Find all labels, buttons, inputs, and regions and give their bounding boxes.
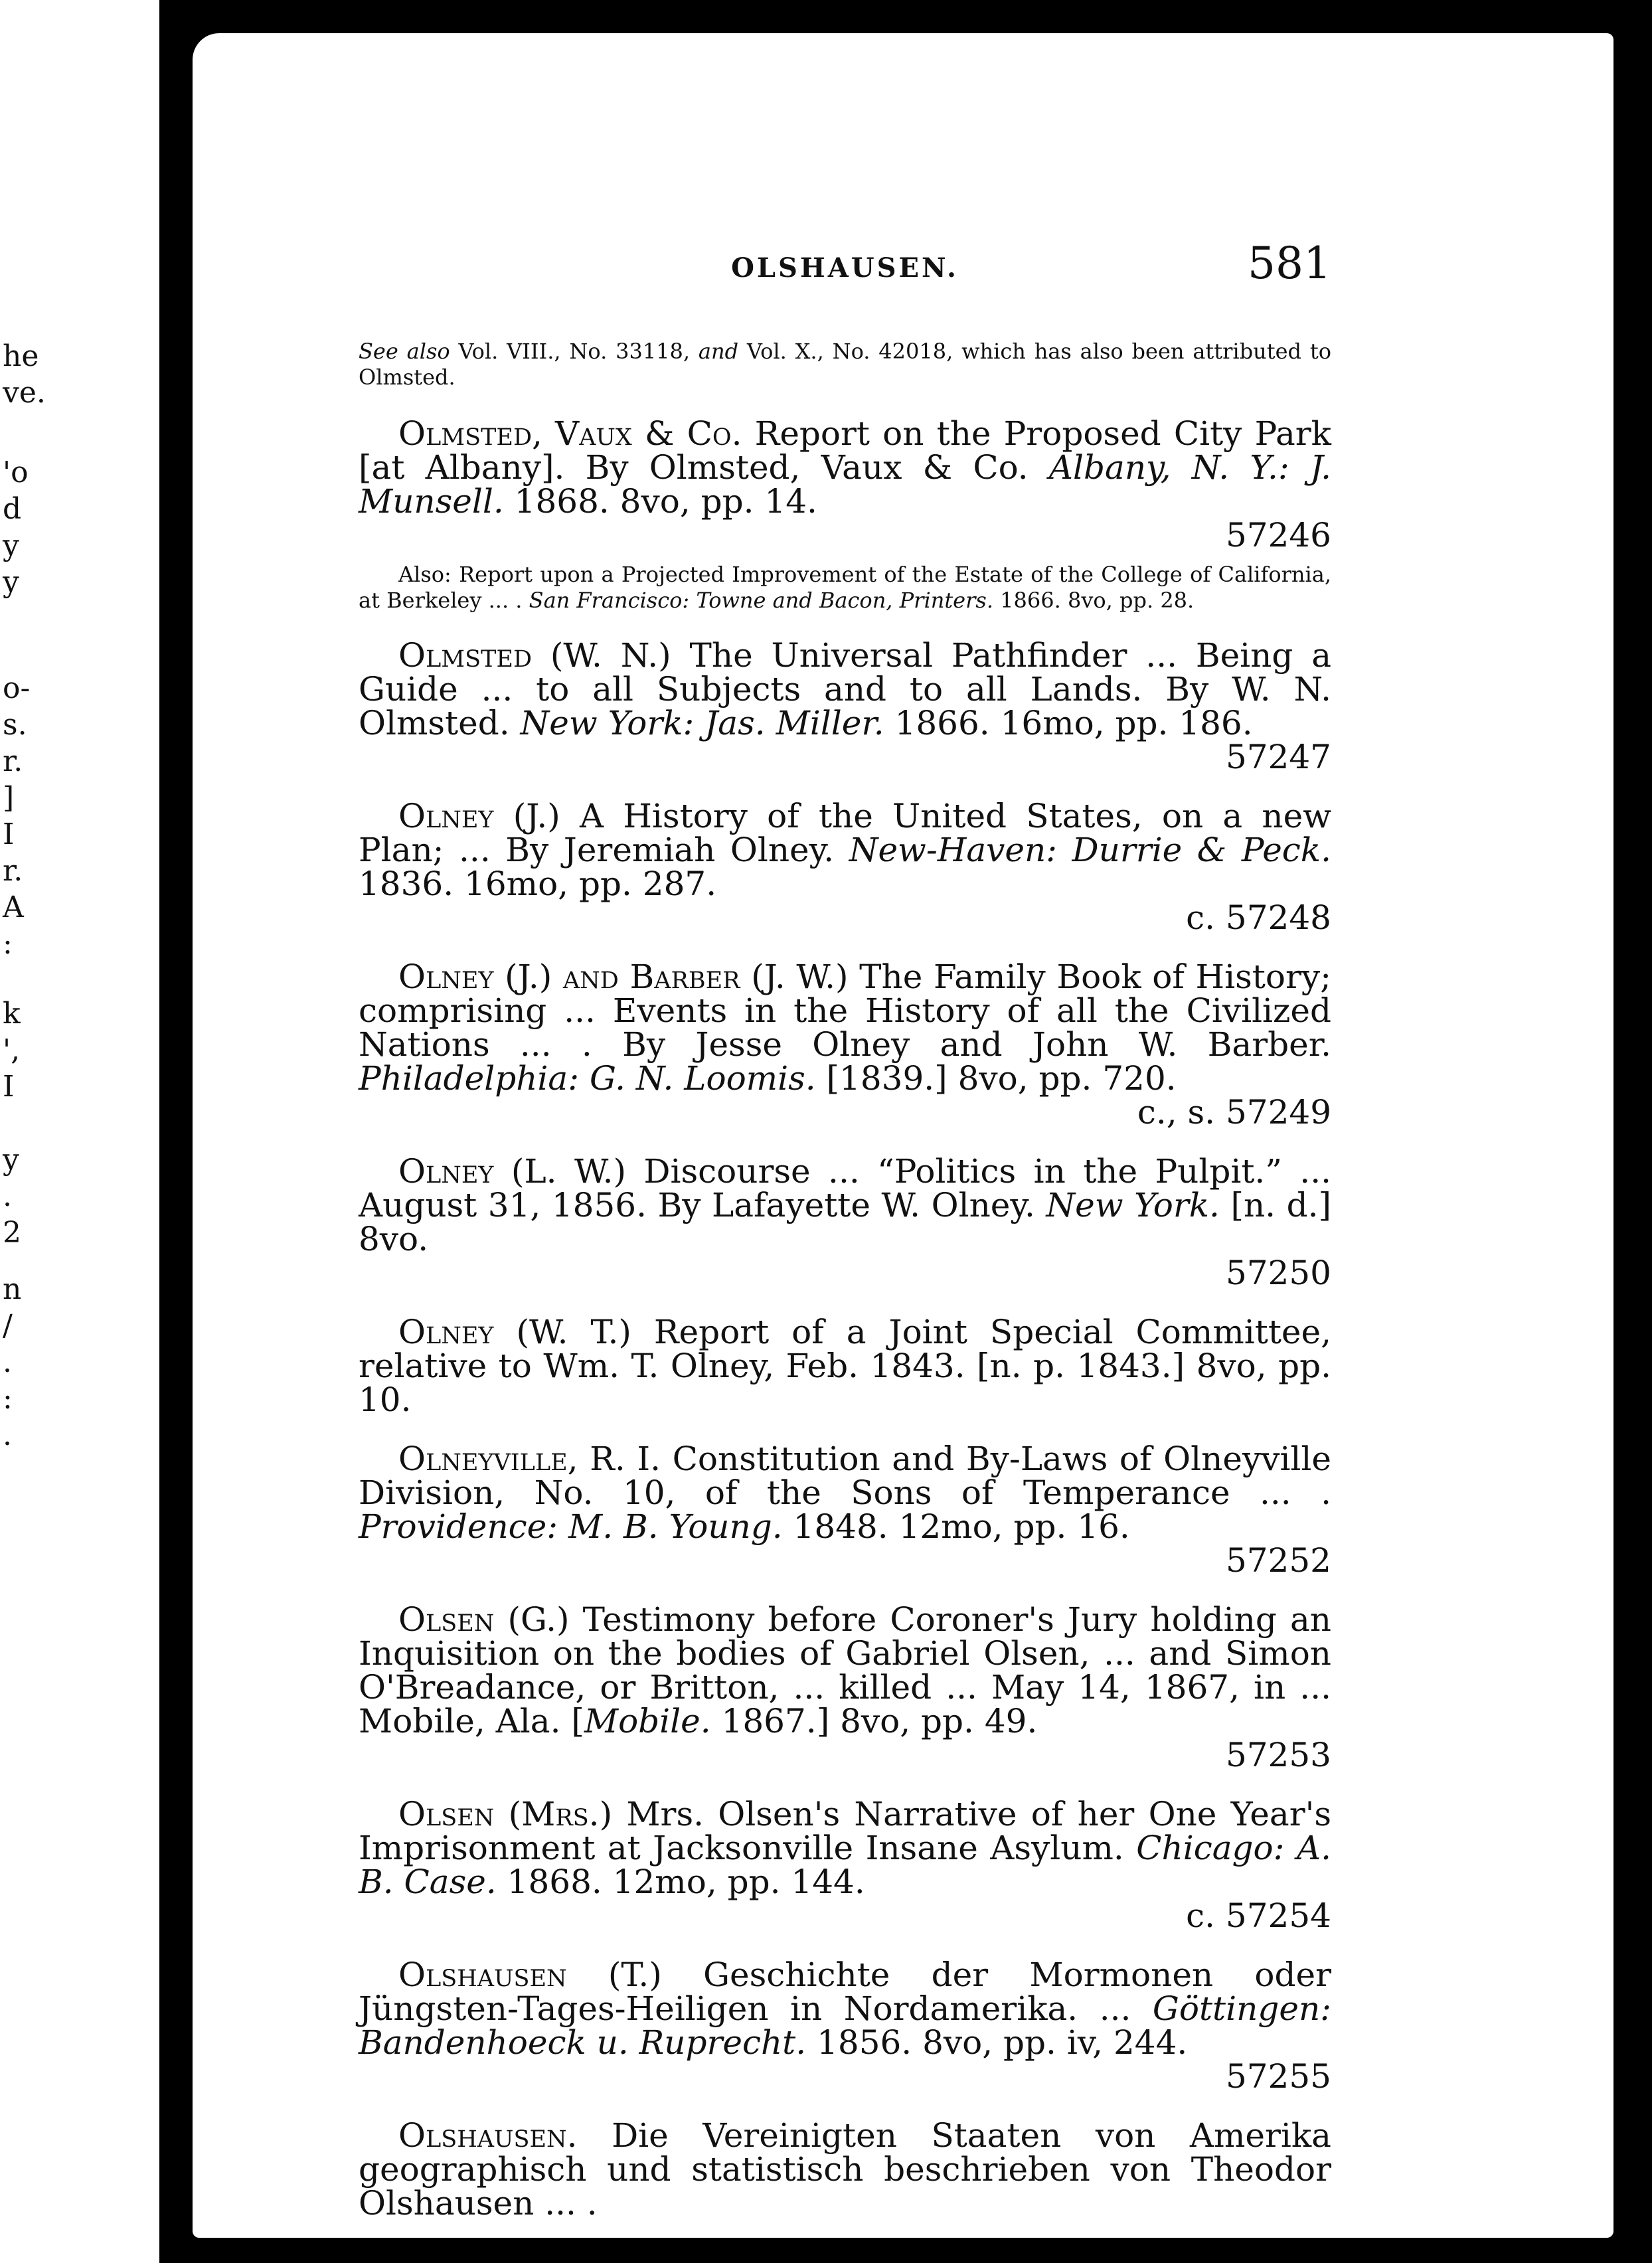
prev-page-fragment: n [3, 1272, 22, 1306]
also-note-imprint: San Francisco: Towne and Bacon, Printers. [529, 588, 993, 613]
prev-page-fragment: . [3, 1179, 12, 1213]
entry-number: 57246 [1225, 516, 1331, 554]
entry-heading: Olshausen. [398, 2116, 578, 2155]
see-also-text-2: Vol. X., No. 42018, which has also been attributed to Olmsted. [359, 339, 1332, 390]
prev-page-fragment: r. [3, 854, 23, 888]
bibliography-entry [359, 1958, 1331, 2094]
entry-body [359, 1958, 1331, 2060]
entry-imprint: New York: Jas. Miller. [520, 704, 884, 742]
prev-page-fragment: ', [3, 1033, 21, 1067]
entry-title: Testimony before Coroner's Jury holding an Inquisition on the bodies of Gabriel Olsen, ... and Simon O'Breadance, or Britton, ... killed ... May 14, 1867, in ... Mobile, Ala. [ [359, 1600, 1331, 1740]
bibliography-entry [359, 960, 1331, 1130]
entry-format: [1839.] 8vo, pp. 720. [815, 1059, 1177, 1098]
entry-format: 1848. 12mo, pp. 16. [782, 1507, 1130, 1546]
entry-imprint: Chicago: A. B. Case. [359, 1829, 1331, 1901]
entry-format: 1866. 16mo, pp. 186. [884, 704, 1253, 742]
entry-title: A History of the United States, on a new Plan; ... By Jeremiah Olney. [359, 797, 1331, 869]
entry-body [359, 1442, 1331, 1544]
entry-body [359, 799, 1331, 901]
entry-number: c., s. 57249 [1137, 1093, 1331, 1132]
see-also-note [359, 339, 1331, 390]
prev-page-fragment: A [3, 890, 24, 924]
entry-title: Constitution and By-Laws of Olneyville Division, No. 10, of the Sons of Temperance ... . [359, 1440, 1332, 1512]
also-note-format: 1866. 8vo, pp. 28. [993, 588, 1195, 613]
prev-page-fragment: d [3, 492, 22, 526]
entry-body [359, 636, 1332, 742]
entry-number: 57247 [1225, 738, 1331, 776]
entry-body [359, 2116, 1331, 2222]
prev-page-fragment: y [3, 565, 19, 599]
entry-imprint: Philadelphia: G. N. Loomis. [359, 1059, 816, 1098]
entry-heading: Olney (W. T.) [398, 1313, 631, 1351]
entry-format: [n. d.] 8vo. [359, 1186, 1332, 1258]
prev-page-fragment: he [3, 339, 39, 373]
bibliography-entry [359, 1315, 1331, 1417]
previous-page-edge [0, 0, 165, 2263]
bibliography-entry [359, 1795, 1331, 1935]
prev-page-fragment: ve. [3, 376, 46, 410]
entry-heading: Olney (J.) and Barber (J. W.) [398, 958, 849, 996]
entry-format: 1868. 8vo, pp. 14. [503, 482, 817, 521]
prev-page-fragment: 'o [3, 456, 29, 489]
prev-page-fragment: y [3, 529, 19, 562]
see-also-label: See also [359, 339, 450, 364]
entry-imprint: Mobile. [584, 1702, 711, 1740]
entry-title: Die Vereinigten Staaten von Amerika geographisch und statistisch beschrieben von Theodor Olshausen ... . [359, 2116, 1331, 2222]
entry-also-note [359, 562, 1331, 614]
bibliography-entry [359, 2116, 1331, 2222]
entry-title: Mrs. Olsen's Narrative of her One Year's Imprisonment at Jacksonville Insane Asylum. [359, 1795, 1331, 1867]
page-number: 581 [1248, 238, 1331, 289]
entry-format: 1868. 12mo, pp. 144. [496, 1863, 865, 1901]
entry-title: Report of a Joint Special Committee, relative to Wm. T. Olney, Feb. 1843. [n. p. 1843.] 8vo, pp. 10. [359, 1313, 1331, 1419]
page-content [359, 339, 1331, 2221]
prev-page-fragment: 2 [3, 1216, 21, 1250]
bibliography-entry [359, 414, 1331, 614]
entry-body [359, 1600, 1331, 1740]
entry-imprint: Providence: M. B. Young. [359, 1507, 783, 1546]
prev-page-fragment: / [3, 1309, 13, 1343]
entry-heading: Olneyville, R. I. [398, 1440, 661, 1478]
bibliography-entry [359, 1152, 1332, 1292]
entry-heading: Olmsted (W. N.) [398, 636, 671, 675]
bibliography-entry [359, 1600, 1331, 1774]
prev-page-fragment: y [3, 1143, 19, 1177]
entry-body [359, 1152, 1332, 1258]
entry-heading: Olsen (Mrs.) [398, 1795, 613, 1833]
also-note-text: Also: Report upon a Projected Improvement of the Estate of the College of California, at Berkeley ... . [359, 562, 1331, 613]
entry-number: 57255 [1225, 2057, 1331, 2096]
entry-heading: Olshausen (T.) [398, 1956, 662, 1994]
entry-format: 1836. 16mo, pp. 287. [359, 865, 717, 903]
entry-number: 57253 [1225, 1736, 1331, 1774]
see-also-and: and [698, 339, 739, 364]
see-also-text-1: Vol. VIII., No. 33118, [450, 339, 699, 364]
entry-heading: Olney (J.) [398, 797, 560, 835]
entry-format: 1867.] 8vo, pp. 49. [710, 1702, 1038, 1740]
entry-title: Geschichte der Mormonen oder Jüngsten-Tages-Heiligen in Nordamerika. ... [359, 1956, 1331, 2028]
entry-number: c. 57254 [1186, 1896, 1331, 1935]
entry-imprint: New York. [1046, 1186, 1220, 1224]
bibliography-entry [359, 799, 1331, 935]
entry-title: The Family Book of History; comprising ... Events in the History of all the Civilized Nations ... . By Jesse Olney and John W. Barber. [359, 958, 1331, 1064]
entry-number: 57250 [1225, 1254, 1331, 1292]
entry-imprint: Göttingen: Bandenhoeck u. Ruprecht. [359, 1989, 1331, 2062]
prev-page-fragment: . [3, 1418, 12, 1452]
entry-heading: Olmsted, Vaux & Co. [398, 414, 742, 453]
entry-number: 57252 [1225, 1541, 1331, 1580]
prev-page-fragment: . [3, 1345, 12, 1379]
entry-format: 1856. 8vo, pp. iv, 244. [806, 2023, 1188, 2062]
prev-page-fragment: o- [3, 671, 31, 705]
entry-title: The Universal Pathfinder ... Being a Guide ... to all Subjects and to all Lands. By W. N. Olmsted. [359, 636, 1332, 742]
entry-body [359, 960, 1331, 1096]
entry-imprint: Albany, N. Y.: J. Munsell. [359, 448, 1331, 521]
prev-page-fragment: k [3, 997, 21, 1031]
entry-body [359, 1315, 1331, 1417]
entry-list [359, 414, 1332, 2222]
entry-body [359, 414, 1331, 521]
bibliography-entry [359, 1442, 1331, 1578]
page-header [359, 238, 1331, 332]
prev-page-fragment: I [3, 817, 15, 851]
prev-page-fragment: I [3, 1070, 15, 1104]
entry-number: c. 57248 [1186, 898, 1331, 937]
entry-heading: Olney (L. W.) [398, 1152, 627, 1191]
book-page [193, 33, 1613, 2238]
entry-heading: Olsen (G.) [398, 1600, 570, 1639]
prev-page-fragment: : [3, 1382, 13, 1416]
running-head: OLSHAUSEN. [731, 252, 959, 284]
prev-page-fragment: r. [3, 744, 23, 778]
entry-body [359, 1795, 1331, 1901]
entry-imprint: New-Haven: Durrie & Peck. [849, 831, 1331, 869]
prev-page-fragment: s. [3, 708, 27, 742]
prev-page-fragment: : [3, 927, 13, 961]
bibliography-entry [359, 636, 1332, 776]
entry-title: Report on the Proposed City Park [at Albany]. By Olmsted, Vaux & Co. [359, 414, 1331, 487]
entry-title: Discourse ... “Politics in the Pulpit.” ... August 31, 1856. By Lafayette W. Olney. [359, 1152, 1331, 1224]
prev-page-fragment: ] [3, 781, 15, 815]
